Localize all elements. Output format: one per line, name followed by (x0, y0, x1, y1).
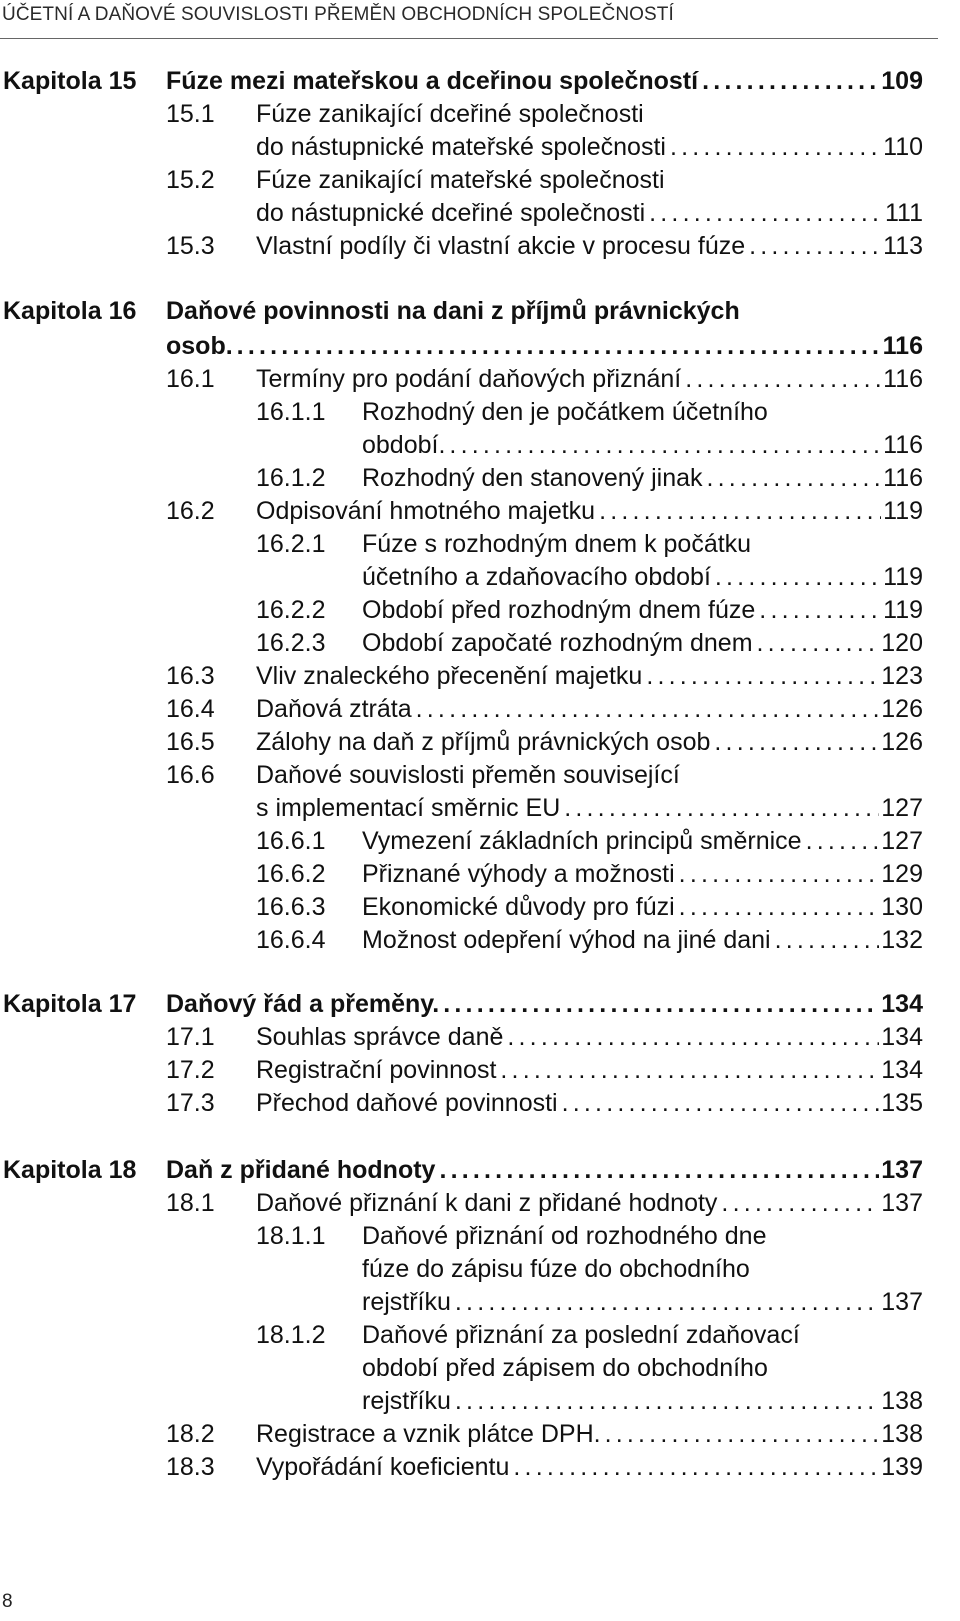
dot-leader (237, 329, 881, 363)
subsection-title: Daňové přiznání za poslední zdaňovací (362, 1321, 800, 1349)
subsection-number: 16.2.1 (256, 530, 326, 558)
page-ref: 116 (883, 464, 923, 492)
section-number: 15.1 (166, 100, 215, 128)
section-title: Přechod daňové povinnosti (256, 1089, 558, 1117)
subsection-title-cont: účetního a zdaňovacího období (362, 563, 711, 591)
toc-entry-18-3[interactable] (256, 1450, 923, 1484)
toc-entry-16-6-4[interactable] (362, 923, 923, 957)
subsection-number: 16.6.4 (256, 926, 326, 954)
section-number: 16.1 (166, 365, 215, 393)
toc-entry-16-4[interactable] (256, 692, 923, 726)
section-number: 16.6 (166, 761, 215, 789)
toc-entry-16-1[interactable] (256, 362, 923, 396)
running-header-text: ÚČETNÍ A DAŇOVÉ SOUVISLOSTI PŘEMĚN OBCHODNÍCH SPOLEČNOSTÍ (2, 4, 674, 25)
chapter-label: Kapitola 15 (3, 67, 137, 95)
toc-entry-15-3[interactable] (256, 229, 923, 263)
subsection-title: Možnost odepření výhod na jiné dani (362, 926, 771, 954)
dot-leader (749, 229, 881, 263)
section-number: 15.3 (166, 232, 215, 260)
subsection-title: Rozhodný den je počátkem účetního (362, 398, 768, 426)
toc-entry-16-2-3[interactable] (362, 626, 923, 660)
dot-leader (646, 659, 879, 693)
page-ref: 119 (883, 596, 923, 624)
page-ref: 116 (883, 431, 923, 459)
section-title: Fúze zanikající dceřiné společnosti (256, 100, 644, 128)
dot-leader (679, 890, 880, 924)
toc-entry-16-3[interactable] (256, 659, 923, 693)
running-header (0, 4, 938, 40)
section-title: Vliv znaleckého přecenění majetku (256, 662, 643, 690)
section-title: Daňové přiznání k dani z přidané hodnoty (256, 1189, 718, 1217)
page-ref: 123 (881, 662, 923, 690)
page-ref: 134 (881, 990, 923, 1018)
section-title: Odpisování hmotného majetku (256, 497, 596, 525)
page-ref: 126 (881, 728, 923, 756)
subsection-title: Období před rozhodným dnem fúze (362, 596, 756, 624)
subsection-number: 16.1.2 (256, 464, 326, 492)
subsection-number: 16.2.2 (256, 596, 326, 624)
dot-leader (449, 428, 881, 462)
toc-entry-16-2-1[interactable] (362, 560, 923, 594)
toc-entry-chapter-17[interactable] (166, 987, 923, 1021)
section-title: Registrační povinnost (256, 1056, 497, 1084)
toc-entry-16-1-1[interactable] (362, 428, 923, 462)
page-ref: 134 (881, 1023, 923, 1051)
section-number: 18.1 (166, 1189, 215, 1217)
page-ref: 134 (881, 1056, 923, 1084)
subsection-title: Daňové přiznání od rozhodného dne (362, 1222, 767, 1250)
page-ref: 119 (883, 563, 923, 591)
section-title: Daňové souvislosti přeměn související (256, 761, 680, 789)
dot-leader (649, 196, 883, 230)
section-title-cont: do nástupnické dceřiné společnosti (256, 199, 646, 227)
section-title: Registrace a vznik plátce DPH. (256, 1420, 601, 1448)
dot-leader (714, 725, 879, 759)
page-ref: 138 (881, 1387, 923, 1415)
page-ref: 126 (881, 695, 923, 723)
dot-leader (599, 494, 881, 528)
page-number: 8 (2, 1591, 13, 1612)
dot-leader (500, 1053, 879, 1087)
toc-entry-15-1[interactable] (256, 130, 923, 164)
section-title: Daňová ztráta (256, 695, 412, 723)
dot-leader (507, 1020, 879, 1054)
subsection-title-cont: období před zápisem do obchodního (362, 1354, 768, 1382)
subsection-title: Období započaté rozhodným dnem (362, 629, 753, 657)
page-ref: 132 (881, 926, 923, 954)
dot-leader (679, 857, 880, 891)
subsection-number: 16.1.1 (256, 398, 326, 426)
toc-entry-chapter-16[interactable] (166, 329, 923, 363)
section-title: Termíny pro podání daňových přiznání (256, 365, 682, 393)
page-ref: 116 (882, 332, 923, 360)
subsection-title: Fúze s rozhodným dnem k počátku (362, 530, 752, 558)
section-number: 16.3 (166, 662, 215, 690)
section-number: 16.5 (166, 728, 215, 756)
dot-leader (685, 362, 881, 396)
section-title: Vlastní podíly či vlastní akcie v procesu fúze (256, 232, 746, 260)
toc-entry-17-1[interactable] (256, 1020, 923, 1054)
toc-entry-18-1-1[interactable] (362, 1285, 923, 1319)
page-ref: 139 (881, 1453, 923, 1481)
toc-entry-16-5[interactable] (256, 725, 923, 759)
toc-entry-15-2[interactable] (256, 196, 923, 230)
dot-leader (759, 593, 881, 627)
table-of-contents (0, 60, 960, 1550)
dot-leader (439, 1153, 879, 1187)
section-title-cont: s implementací směrnic EU (256, 794, 561, 822)
page-ref: 120 (881, 629, 923, 657)
subsection-number: 16.6.2 (256, 860, 326, 888)
dot-leader (562, 1086, 880, 1120)
subsection-number: 18.1.1 (256, 1222, 326, 1250)
subsection-number: 16.6.3 (256, 893, 326, 921)
page-ref: 111 (884, 199, 923, 227)
page-ref: 135 (881, 1089, 923, 1117)
chapter-label: Kapitola 18 (3, 1156, 137, 1184)
dot-leader (721, 1186, 879, 1220)
section-title: Zálohy na daň z příjmů právnických osob (256, 728, 711, 756)
dot-leader (564, 791, 879, 825)
chapter-label: Kapitola 17 (3, 990, 137, 1018)
page-ref: 137 (881, 1189, 923, 1217)
dot-leader (806, 824, 880, 858)
section-number: 17.1 (166, 1023, 215, 1051)
page-ref: 137 (881, 1156, 923, 1184)
toc-entry-18-1-2[interactable] (362, 1384, 923, 1418)
dot-leader (670, 130, 881, 164)
page-ref: 127 (881, 794, 923, 822)
subsection-number: 16.2.3 (256, 629, 326, 657)
page-ref: 138 (881, 1420, 923, 1448)
section-number: 15.2 (166, 166, 215, 194)
subsection-title-cont: fúze do zápisu fúze do obchodního (362, 1255, 750, 1283)
chapter-label: Kapitola 16 (3, 297, 137, 325)
section-number: 16.2 (166, 497, 215, 525)
chapter-title: Fúze mezi mateřskou a dceřinou společností (166, 67, 699, 95)
dot-leader (707, 461, 882, 495)
dot-leader (702, 64, 879, 98)
chapter-title: Daň z přidané hodnoty (166, 1156, 436, 1184)
dot-leader (775, 923, 880, 957)
subsection-title: Vymezení základních principů směrnice (362, 827, 802, 855)
chapter-title: Daňový řád a přeměny. (166, 990, 440, 1018)
dot-leader (715, 560, 881, 594)
page-ref: 129 (881, 860, 923, 888)
toc-entry-16-6[interactable] (256, 791, 923, 825)
page-ref: 116 (883, 365, 923, 393)
toc-entry-16-1-2[interactable] (362, 461, 923, 495)
subsection-title: Ekonomické důvody pro fúzi (362, 893, 675, 921)
section-number: 16.4 (166, 695, 215, 723)
section-number: 17.2 (166, 1056, 215, 1084)
toc-entry-chapter-15[interactable] (166, 64, 923, 98)
section-number: 18.3 (166, 1453, 215, 1481)
subsection-number: 16.6.1 (256, 827, 326, 855)
section-number: 17.3 (166, 1089, 215, 1117)
dot-leader (605, 1417, 880, 1451)
toc-entry-18-1[interactable] (256, 1186, 923, 1220)
toc-entry-chapter-18[interactable] (166, 1153, 923, 1187)
dot-leader (455, 1285, 879, 1319)
toc-entry-16-6-3[interactable] (362, 890, 923, 924)
page-ref: 127 (881, 827, 923, 855)
toc-entry-16-2-2[interactable] (362, 593, 923, 627)
header-rule (0, 38, 938, 39)
page-ref: 137 (881, 1288, 923, 1316)
page-ref: 109 (881, 67, 923, 95)
toc-entry-18-2[interactable] (256, 1417, 923, 1451)
subsection-title: Rozhodný den stanovený jinak (362, 464, 703, 492)
toc-entry-16-6-1[interactable] (362, 824, 923, 858)
subsection-number: 18.1.2 (256, 1321, 326, 1349)
section-title: Fúze zanikající mateřské společnosti (256, 166, 665, 194)
dot-leader (757, 626, 880, 660)
section-title-cont: do nástupnické mateřské společnosti (256, 133, 666, 161)
section-title: Souhlas správce daně (256, 1023, 504, 1051)
chapter-title: Daňové povinnosti na dani z příjmů právnických (166, 297, 740, 325)
subsection-title-cont: rejstříku (362, 1387, 451, 1415)
section-title: Vypořádání koeficientu (256, 1453, 510, 1481)
page-ref: 113 (883, 232, 923, 260)
toc-entry-17-2[interactable] (256, 1053, 923, 1087)
dot-leader (443, 987, 879, 1021)
chapter-title-cont: osob. (166, 332, 233, 360)
toc-entry-16-6-2[interactable] (362, 857, 923, 891)
subsection-title-cont: rejstříku (362, 1288, 451, 1316)
section-number: 18.2 (166, 1420, 215, 1448)
dot-leader (416, 692, 880, 726)
toc-entry-16-2[interactable] (256, 494, 923, 528)
page-ref: 110 (883, 133, 923, 161)
page-ref: 130 (881, 893, 923, 921)
dot-leader (513, 1450, 879, 1484)
subsection-title-cont: období. (362, 431, 446, 459)
toc-entry-17-3[interactable] (256, 1086, 923, 1120)
dot-leader (455, 1384, 879, 1418)
page-ref: 119 (883, 497, 923, 525)
subsection-title: Přiznané výhody a možnosti (362, 860, 675, 888)
